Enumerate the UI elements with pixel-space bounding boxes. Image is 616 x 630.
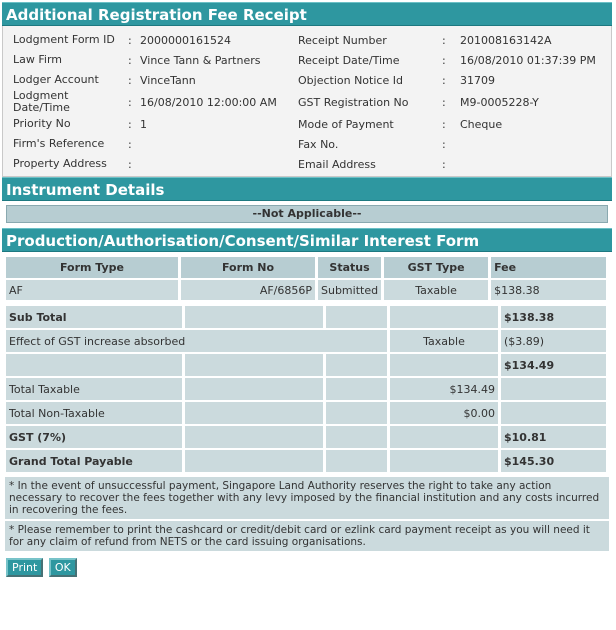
info-row <box>3 70 611 90</box>
colon: : <box>442 117 446 131</box>
info-label: Objection Notice Id <box>298 73 403 87</box>
info-label: Receipt Number <box>298 33 387 47</box>
info-row <box>3 90 611 114</box>
page-title: Additional Registration Fee Receipt <box>2 2 612 26</box>
info-value <box>460 154 611 174</box>
info-value: 16/08/2010 01:37:39 PM <box>460 53 596 67</box>
form-type-cell: AF <box>5 279 180 301</box>
receipt-reminder-note: * Please remember to print the cashcard or credit/debit card or ezlink card payment receipt as you will need it for any claim of refund from NETS or the card issuing organisations. <box>5 521 609 553</box>
colon: : <box>442 137 446 151</box>
info-label: Mode of Payment <box>298 117 394 131</box>
info-row <box>3 114 611 134</box>
total-non-taxable-value: $0.00 <box>389 401 500 425</box>
adjusted-total-value: $134.49 <box>500 353 608 377</box>
info-label: Law Firm <box>13 53 62 66</box>
lodgment-info-panel <box>2 26 612 177</box>
grand-total-value: $145.30 <box>500 449 608 473</box>
info-value <box>460 134 611 154</box>
table-row <box>5 279 608 301</box>
total-taxable-row <box>5 377 608 401</box>
receipt-frame <box>2 2 612 577</box>
instrument-details-panel <box>2 201 612 228</box>
info-row <box>3 30 611 50</box>
colon: : <box>128 33 132 47</box>
production-form-table <box>5 256 608 301</box>
info-label: Lodger Account <box>13 73 99 86</box>
status-cell: Submitted <box>317 279 383 301</box>
info-label: Fax No. <box>298 137 339 151</box>
info-label: Receipt Date/Time <box>298 53 400 67</box>
not-applicable-label: --Not Applicable-- <box>6 205 608 223</box>
adjusted-total-row <box>5 353 608 377</box>
colon: : <box>128 157 132 171</box>
info-label: Property Address <box>13 157 107 170</box>
gst-label: GST (7%) <box>5 425 184 449</box>
col-gst-type: GST Type <box>383 256 490 279</box>
form-no-cell: AF/6856P <box>180 279 317 301</box>
total-taxable-value: $134.49 <box>389 377 500 401</box>
info-row <box>3 134 611 154</box>
info-value: Cheque <box>460 117 503 131</box>
instrument-details-header: Instrument Details <box>2 177 612 201</box>
info-row <box>3 50 611 70</box>
gst-row <box>5 425 608 449</box>
sub-total-label: Sub Total <box>5 305 184 329</box>
totals-table <box>5 305 608 473</box>
colon: : <box>128 117 132 131</box>
fee-cell: $138.38 <box>490 279 608 301</box>
info-label: GST Registration No <box>298 95 409 109</box>
info-label: Priority No <box>13 117 71 130</box>
info-value: M9-0005228-Y <box>460 95 539 109</box>
gst-absorbed-row <box>5 329 608 353</box>
button-bar <box>2 553 612 577</box>
total-non-taxable-row <box>5 401 608 425</box>
info-value: 2000000161524 <box>140 33 231 47</box>
col-form-type: Form Type <box>5 256 180 279</box>
info-label: Firm's Reference <box>13 137 105 150</box>
info-value: 31709 <box>460 73 495 87</box>
info-row <box>3 154 611 174</box>
sub-total-value: $138.38 <box>500 305 608 329</box>
colon: : <box>442 33 446 47</box>
info-label: Lodgment Date/Time <box>13 89 70 114</box>
gst-type-cell: Taxable <box>383 279 490 301</box>
colon: : <box>128 73 132 87</box>
grand-total-label: Grand Total Payable <box>5 449 184 473</box>
payment-failure-note: * In the event of unsuccessful payment, Singapore Land Authority reserves the right to take any action necessary to recover the fees together with any levy imposed by the financial institution and any costs incurred in recovering the fees. <box>5 477 609 521</box>
gst-absorbed-type: Taxable <box>389 329 500 353</box>
colon: : <box>128 95 132 109</box>
info-value <box>140 154 298 174</box>
sub-total-row <box>5 305 608 329</box>
table-header-row <box>5 256 608 279</box>
colon: : <box>128 137 132 151</box>
print-button[interactable]: Print <box>6 558 43 577</box>
info-value: VinceTann <box>140 73 196 87</box>
info-label: Email Address <box>298 157 376 171</box>
ok-button[interactable]: OK <box>49 558 77 577</box>
colon: : <box>442 53 446 67</box>
info-label: Lodgment Form ID <box>13 33 115 46</box>
gst-value: $10.81 <box>500 425 608 449</box>
colon: : <box>442 157 446 171</box>
info-value: Vince Tann & Partners <box>140 53 261 67</box>
gst-absorbed-label: Effect of GST increase absorbed <box>5 329 389 353</box>
info-value <box>140 134 298 154</box>
colon: : <box>442 73 446 87</box>
lodgment-info-table <box>3 26 611 176</box>
colon: : <box>128 53 132 67</box>
info-value: 201008163142A <box>460 33 552 47</box>
production-form-header: Production/Authorisation/Consent/Similar Interest Form <box>2 228 612 252</box>
colon: : <box>442 95 446 109</box>
total-non-taxable-label: Total Non-Taxable <box>5 401 184 425</box>
total-taxable-label: Total Taxable <box>5 377 184 401</box>
info-value: 1 <box>140 117 147 131</box>
info-value: 16/08/2010 12:00:00 AM <box>140 95 277 109</box>
col-fee: Fee <box>490 256 608 279</box>
col-form-no: Form No <box>180 256 317 279</box>
col-status: Status <box>317 256 383 279</box>
grand-total-row <box>5 449 608 473</box>
gst-absorbed-value: ($3.89) <box>500 329 608 353</box>
